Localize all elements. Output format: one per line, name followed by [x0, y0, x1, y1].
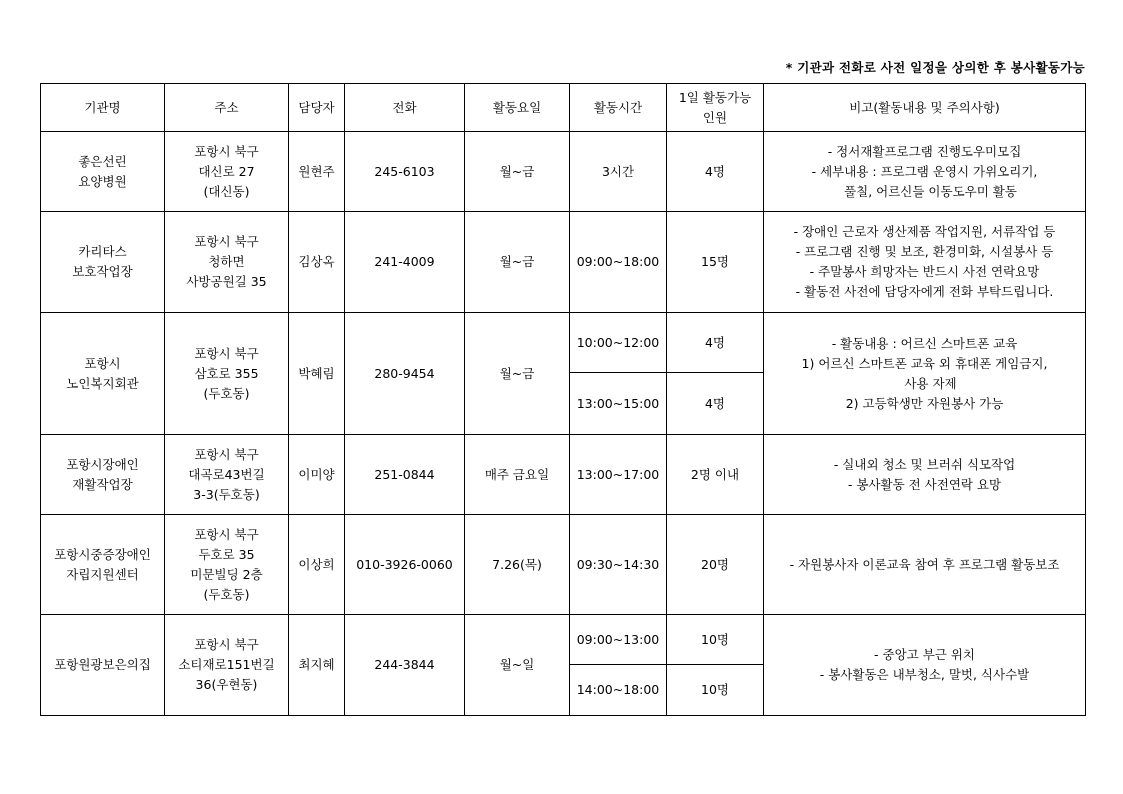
- address-cell: [165, 132, 289, 212]
- remarks-cell: [764, 212, 1086, 313]
- address-line: (대신동): [203, 183, 250, 199]
- address-line: 소티재로151번길: [178, 657, 275, 672]
- address-line: 대신로 27: [198, 163, 255, 179]
- days-cell: 매주 금요일: [465, 435, 570, 515]
- address-line: 두호로 35: [198, 546, 255, 562]
- remarks-cell: [764, 132, 1086, 212]
- header-person: 담당자: [289, 84, 345, 132]
- person-cell: 박혜림: [289, 313, 345, 435]
- address-line: 포항시 북구: [194, 446, 259, 462]
- address-line: 삼호로 355: [194, 365, 259, 381]
- remark-line: - 정서재활프로그램 진행도우미모집: [827, 143, 1022, 159]
- header-days: 활동요일: [465, 84, 570, 132]
- person-cell: 원현주: [289, 132, 345, 212]
- address-line: 포항시 북구: [194, 345, 259, 361]
- phone-cell: 280-9454: [345, 313, 465, 435]
- address-line: 포항시 북구: [194, 234, 259, 249]
- address-line: (두호동): [203, 385, 250, 401]
- table-row: [41, 435, 1086, 515]
- address-cell: [165, 515, 289, 615]
- org-line: 포항시: [84, 355, 121, 371]
- remark-line: - 활동내용 : 어르신 스마트폰 교육: [831, 335, 1018, 351]
- header-org: 기관명: [41, 84, 165, 132]
- header-time: 활동시간: [570, 84, 667, 132]
- capacity-cell: 10명: [667, 665, 764, 716]
- remark-line: - 활동전 사전에 담당자에게 전화 부탁드립니다.: [795, 284, 1054, 299]
- org-line: 포항원광보은의집: [54, 657, 151, 672]
- org-cell: [41, 435, 165, 515]
- remarks-cell: [764, 313, 1086, 435]
- table-row: [41, 515, 1086, 615]
- time-cell: 3시간: [570, 132, 667, 212]
- capacity-cell: 10명: [667, 615, 764, 665]
- remark-line: - 프로그램 진행 및 보조, 환경미화, 시설봉사 등: [795, 244, 1054, 259]
- table-row: [41, 313, 1086, 373]
- header-capacity: [667, 84, 764, 132]
- address-cell: [165, 615, 289, 716]
- address-cell: [165, 212, 289, 313]
- person-cell: 이미양: [289, 435, 345, 515]
- days-cell: 월~금: [465, 212, 570, 313]
- time-cell: 09:00~18:00: [570, 212, 667, 313]
- days-cell: 월~금: [465, 313, 570, 435]
- table-row: [41, 132, 1086, 212]
- address-line: (두호동): [203, 586, 250, 602]
- remark-line: 사용 자제: [904, 375, 957, 391]
- days-cell: 월~일: [465, 615, 570, 716]
- remark-line: - 봉사활동 전 사전연락 요망: [847, 476, 1002, 492]
- remark-line: - 자원봉사자 이론교육 참여 후 프로그램 활동보조: [789, 556, 1060, 572]
- time-cell: 10:00~12:00: [570, 313, 667, 373]
- org-line: 포항시중증장애인: [54, 546, 151, 562]
- org-line: 보호작업장: [72, 264, 133, 279]
- remarks-cell: [764, 615, 1086, 716]
- time-cell: 13:00~15:00: [570, 373, 667, 435]
- phone-cell: 244-3844: [345, 615, 465, 716]
- table-row: [41, 615, 1086, 665]
- volunteer-schedule-table: [40, 83, 1086, 716]
- address-line: 청하면: [208, 254, 245, 269]
- address-cell: [165, 435, 289, 515]
- days-cell: 월~금: [465, 132, 570, 212]
- schedule-note: * 기관과 전화로 사전 일정을 상의한 후 봉사활동가능: [785, 60, 1085, 75]
- person-cell: 김상옥: [289, 212, 345, 313]
- address-cell: [165, 313, 289, 435]
- org-cell: [41, 515, 165, 615]
- remark-line: - 장애인 근로자 생산제품 작업지원, 서류작업 등: [793, 224, 1056, 239]
- remark-line: 풀칠, 어르신들 이동도우미 활동: [844, 183, 1017, 199]
- header-capacity-line1: 1일 활동가능: [678, 89, 752, 105]
- remark-line: 1) 어르신 스마트폰 교육 외 휴대폰 게임금지,: [801, 355, 1048, 371]
- org-line: 요양병원: [78, 173, 127, 189]
- address-line: 포항시 북구: [194, 637, 259, 652]
- org-line: 카리타스: [78, 244, 127, 259]
- org-line: 포항시장애인: [66, 456, 139, 472]
- org-line: 노인복지회관: [66, 375, 139, 391]
- address-line: 3-3(두호동): [193, 486, 260, 502]
- time-cell: 09:00~13:00: [570, 615, 667, 665]
- remark-line: 2) 고등학생만 자원봉사 가능: [845, 395, 1004, 411]
- address-line: 미문빌딩 2층: [190, 566, 263, 582]
- time-cell: 13:00~17:00: [570, 435, 667, 515]
- remarks-cell: [764, 435, 1086, 515]
- phone-cell: 251-0844: [345, 435, 465, 515]
- table-row: [41, 212, 1086, 313]
- time-cell: 09:30~14:30: [570, 515, 667, 615]
- address-line: 포항시 북구: [194, 143, 259, 159]
- capacity-cell: 20명: [667, 515, 764, 615]
- days-cell: 7.26(목): [465, 515, 570, 615]
- header-row: [41, 84, 1086, 132]
- remarks-cell: [764, 515, 1086, 615]
- remark-line: - 실내외 청소 및 브러쉬 식모작업: [833, 456, 1016, 472]
- org-cell: [41, 313, 165, 435]
- header-remarks: 비고(활동내용 및 주의사항): [764, 84, 1086, 132]
- capacity-cell: 2명 이내: [667, 435, 764, 515]
- org-cell: [41, 132, 165, 212]
- header-phone: 전화: [345, 84, 465, 132]
- header-address: 주소: [165, 84, 289, 132]
- address-line: 포항시 북구: [194, 526, 259, 542]
- remark-line: - 봉사활동은 내부청소, 말벗, 식사수발: [819, 667, 1030, 682]
- org-line: 자립지원센터: [66, 566, 139, 582]
- org-line: 좋은선린: [78, 153, 127, 169]
- phone-cell: 010-3926-0060: [345, 515, 465, 615]
- address-line: 대곡로43번길: [188, 466, 265, 482]
- time-cell: 14:00~18:00: [570, 665, 667, 716]
- capacity-cell: 4명: [667, 373, 764, 435]
- org-line: 재활작업장: [72, 476, 133, 492]
- address-line: 36(우현동): [195, 677, 258, 692]
- header-capacity-line2: 인원: [702, 109, 728, 125]
- capacity-cell: 4명: [667, 132, 764, 212]
- address-line: 사방공원길 35: [186, 274, 267, 289]
- org-cell: [41, 615, 165, 716]
- phone-cell: 245-6103: [345, 132, 465, 212]
- remark-line: - 세부내용 : 프로그램 운영시 가위오리기,: [811, 163, 1038, 179]
- person-cell: 최지혜: [289, 615, 345, 716]
- phone-cell: 241-4009: [345, 212, 465, 313]
- org-cell: [41, 212, 165, 313]
- remark-line: - 중앙고 부근 위치: [874, 647, 975, 662]
- capacity-cell: 4명: [667, 313, 764, 373]
- remark-line: - 주말봉사 희망자는 반드시 사전 연락요망: [809, 264, 1040, 279]
- capacity-cell: 15명: [667, 212, 764, 313]
- person-cell: 이상희: [289, 515, 345, 615]
